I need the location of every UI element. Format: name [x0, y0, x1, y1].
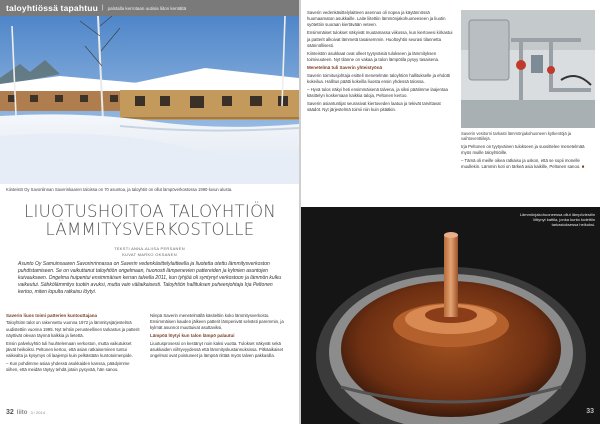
page-number-right: 33	[586, 408, 594, 415]
paragraph: Liuotusprosessi on kestänyt noin kaksi vuotta. Tulokset näkyvät sekä asukkaiden viihtyvyydessä että lämmityskustannuksissa. Pitkäaikaiset ongelmat ovat poistuneet ja lämpöä riittää myös talven pakkasilla.	[150, 340, 284, 359]
tank-photo-caption: Lämmönjakohuoneessa ollut lämpöviestiin liittynyt kattila, jonka kunto todettiin tarkastuksessa heikoksi.	[519, 212, 595, 228]
paragraph: Saverin toimitusjohtaja esitteli menetelmän taloyhtiön hallitukselle ja ehdotti kokeilua. Hallitus päätti kokeilla liuosta ensin yhdessä talossa.	[307, 72, 451, 84]
end-mark-icon: ■	[581, 164, 585, 170]
winter-photo-caption: Kiinteistö Oy Savonlinnan Saverinkaaren taloissa on 70 asuntoa, ja taloyhtiö on ollut lämpöverkostossa 1990-luvun alusta.	[6, 187, 233, 192]
section-subtitle: palstalla kerrotaan uutisia liiton kentältä	[107, 5, 187, 11]
byline-text: TEKSTI ANNA-ALIISA PERSANEN	[114, 246, 185, 251]
paragraph	[461, 158, 595, 170]
left-column-2	[150, 313, 293, 361]
paragraph: – Kun pohdimme asiaa yhdessä asukkaiden kanssa, päädyimme siihen, että meidän täytyy tehdä jotain pysyvää, hän sanoo.	[6, 361, 130, 373]
article-lead: Asunto Oy Samuinsaaren Savorinrinnassa on Saverin vedenkäsittelylaitteella ja liuotetta otettu lämmitysverkoston puhdistamiseen. Se on vaikuttanut taloyhtiön ongelmaan, huonosti lämpenevien pattereiden ja kylmien asuntojen kuivaukseen. Ongelma huipentui ensimmäisen kerran talvella 2011, kun tyhjöä oli syntynyt verkostoon ja lämmön kulku vaikeutui. Sähkölämmitys tuotiin avuksi, mutta vain väliaikaisesti. Taloyhtiön hallituksen puheenjohtaja Irja Peltonen kertoo, miten lopulta ratkaisu löytyi.	[18, 261, 282, 296]
left-page	[0, 0, 299, 424]
subheading: Saverin liuos toimi patterien kuntouttajana	[6, 313, 98, 318]
headline-line-2: LÄMMITYSVERKOSTOLLE	[45, 219, 255, 239]
subheading: Lämpöä löytyi kun talon lämpö palautui	[150, 333, 235, 339]
paragraph: Saverin asiantuntijat seurasivat kiertoveden laatua ja tekivät tarvittavat säädöt. Nyt järjestelmä toimii niin kuin pitääkin.	[307, 101, 441, 113]
byline	[0, 246, 299, 257]
paragraph-text: – Tämä oli meille oikea ratkaisu ja uskon, että se sopii monelle muullekin. Lämmin koti on tärkeä asia kaikille, Peltonen sanoo.	[461, 158, 581, 170]
paragraph: Kiinteistön asukkaat ovat olleet tyytyväisiä tulokseen ja lämmityksen toimivuuteen. Nyt tilanne on vakaa ja talon lämpötila pysyy tasaisena.	[307, 50, 440, 62]
winter-house-photo	[0, 16, 299, 184]
subheading: Menetelmä tuli Saverin yhteistyönä	[307, 65, 383, 71]
article-headline	[8, 203, 292, 239]
magazine-name: liito	[16, 409, 28, 416]
paragraph: Irja Peltonen on tyytyväinen tulokseen ja suosittelee menetelmää myös muille taloyhtiöille.	[461, 144, 585, 156]
issue-number: 3 / 2014	[30, 410, 45, 415]
page-footer	[6, 409, 45, 416]
right-column-2	[461, 144, 595, 173]
left-column-1	[6, 313, 142, 376]
pipes-photo	[461, 10, 595, 128]
right-page	[301, 0, 600, 424]
paragraph: – Hyvä tulos näkyi heti ensimmäisenä talvena, ja siksi päätimme laajentaa käsittelyn koskemaan kaikkia taloja, Peltonen kertoo.	[307, 86, 448, 98]
header-separator: |	[102, 5, 104, 11]
paragraph: Ensin palveluyhtiö tuli huuhtelemaan verkoston, mutta vaikutukset jäivät heikoiksi. Peltonen kertoo, että asian ratkaiseminen tuntui vaikealta ja kysymys oli laajempi kuin pelkästään kuntotoimenpide.	[6, 340, 133, 359]
section-title: taloyhtiössä tapahtuu	[6, 3, 99, 13]
paragraph: Niinpä Saverin menetelmällä käsiteltiin koko lämmitysverkosto. Ensimmäisen kauden jälkeen patterit lämpenivät selvästi paremmin, ja kylmät asunnot muuttuivat asuttaviksi.	[150, 313, 284, 331]
paragraph: Saverin vedenkäsittelylaitteen asennus oli nopea ja käytännössä huomaamaton asukkaille. Laite liitettiin lämmönjakohuoneeseen ja liuotin syötettiin suoraan kiertävään veteen.	[307, 10, 446, 28]
tank-photo	[301, 207, 600, 424]
paragraph: Ensimmäiset tulokset näkyivät muutamassa viikossa, kun kiertovesi kirkastui ja patterit alkoivat lämmetä tasaisemmin. Huoltoyhtiö seurasi tilannetta säännöllisesti.	[307, 30, 453, 48]
page-number: 32	[6, 409, 14, 416]
byline-photo: KUVAT MARKO OKSANEN	[122, 251, 177, 257]
pipes-photo-caption: Saverin vesitorni tarkasti lämmönjakohuoneen kytkentöjä ja vaihtoventtiilejä.	[461, 131, 572, 142]
section-header	[0, 0, 299, 16]
paragraph: Taloyhtiön talot on rakennettu vuonna 1972 ja lämmitysjärjestelmä uudistettiin vuonna 1995. Nyt tehtiin perusteellinen tarkastus ja patterit näyttivät olevan täynnä kalkkia ja lietettä.	[6, 320, 140, 338]
headline-line-1: LIUOTUSHOITOA TALOYHTIÖN	[23, 202, 277, 221]
right-column-1	[307, 10, 455, 115]
